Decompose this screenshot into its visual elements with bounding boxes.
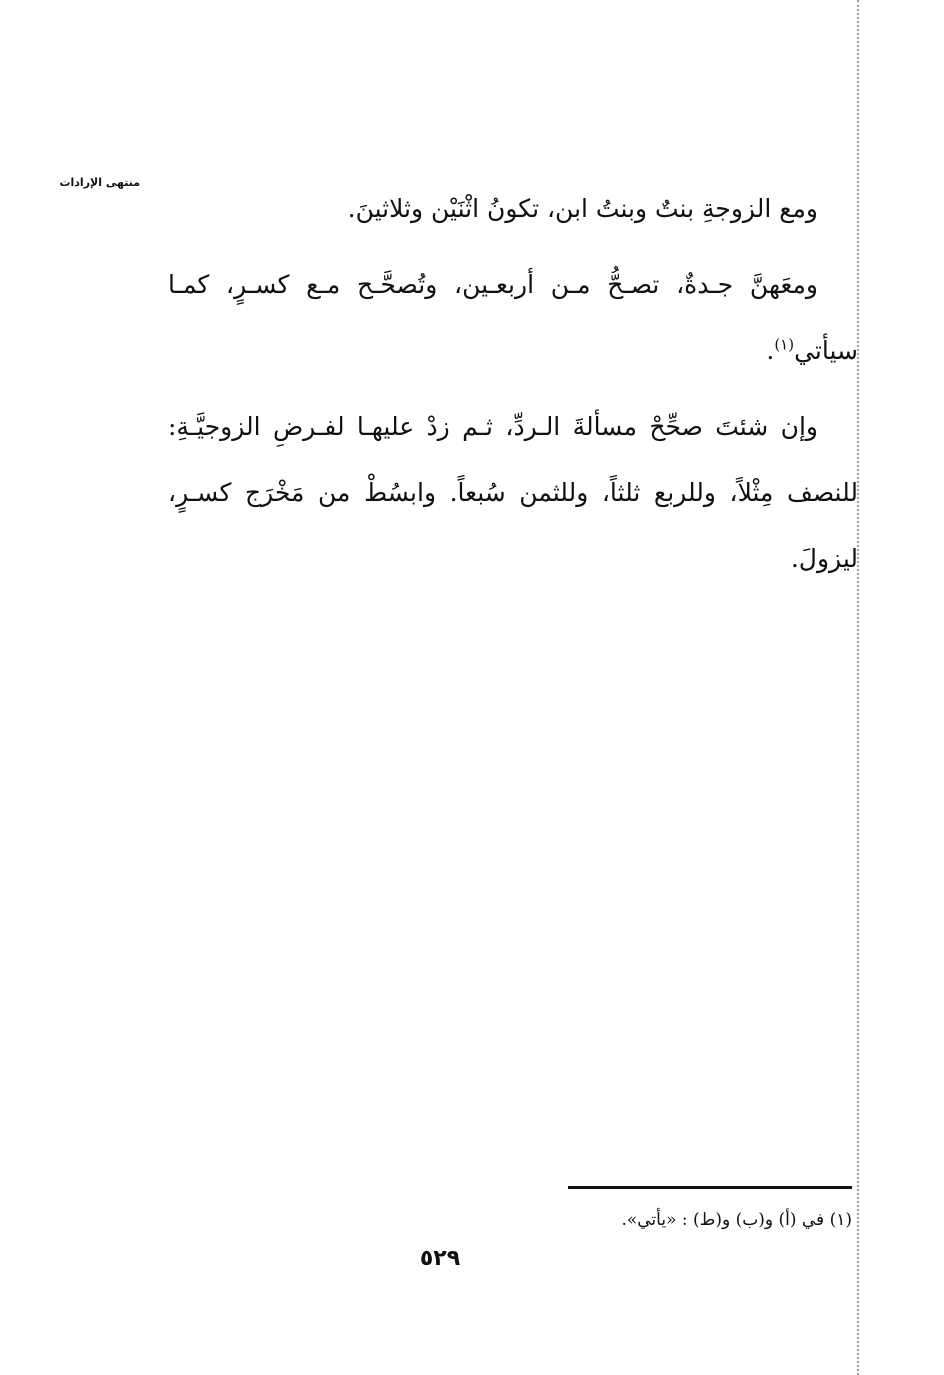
- main-text-block: [168, 176, 858, 602]
- paragraph-text: ومع الزوجةِ بنتٌ وبنتُ ابن، تكونُ اثْنَيْن وثلاثينَ.: [347, 194, 818, 223]
- footnote-separator-rule: [568, 1186, 852, 1189]
- paragraph-text: وإن شئتَ صحِّحْ مسألةَ الـردِّ، ثـم زدْ عليهـا لفـرضِ الزوجيَّـةِ: للنصف مِثْلاً، وللربع ثلثاً، وللثمن سُبعاً. وابسُطْ من مَخْرَج كسـرٍ، ليزولَ.: [168, 412, 858, 573]
- page-number: ٥٢٩: [419, 1246, 461, 1271]
- paragraph: [168, 176, 858, 242]
- running-header-title: منتهى الإرادات: [59, 176, 140, 189]
- paragraph: [168, 394, 858, 592]
- footnote-reference[interactable]: (١): [774, 335, 795, 354]
- paragraph-text: ومعَهنَّ جـدةٌ، تصـحُّ مـن أربعـين، وتُصحَّـح مـع كسـرٍ، كمـا سيأتي: [168, 270, 858, 365]
- footnote: (١) في (أ) و(ب) و(ط) : «يأتي».: [621, 1210, 852, 1230]
- paragraph: [168, 252, 858, 384]
- paragraph-end-punctuation: .: [766, 336, 775, 365]
